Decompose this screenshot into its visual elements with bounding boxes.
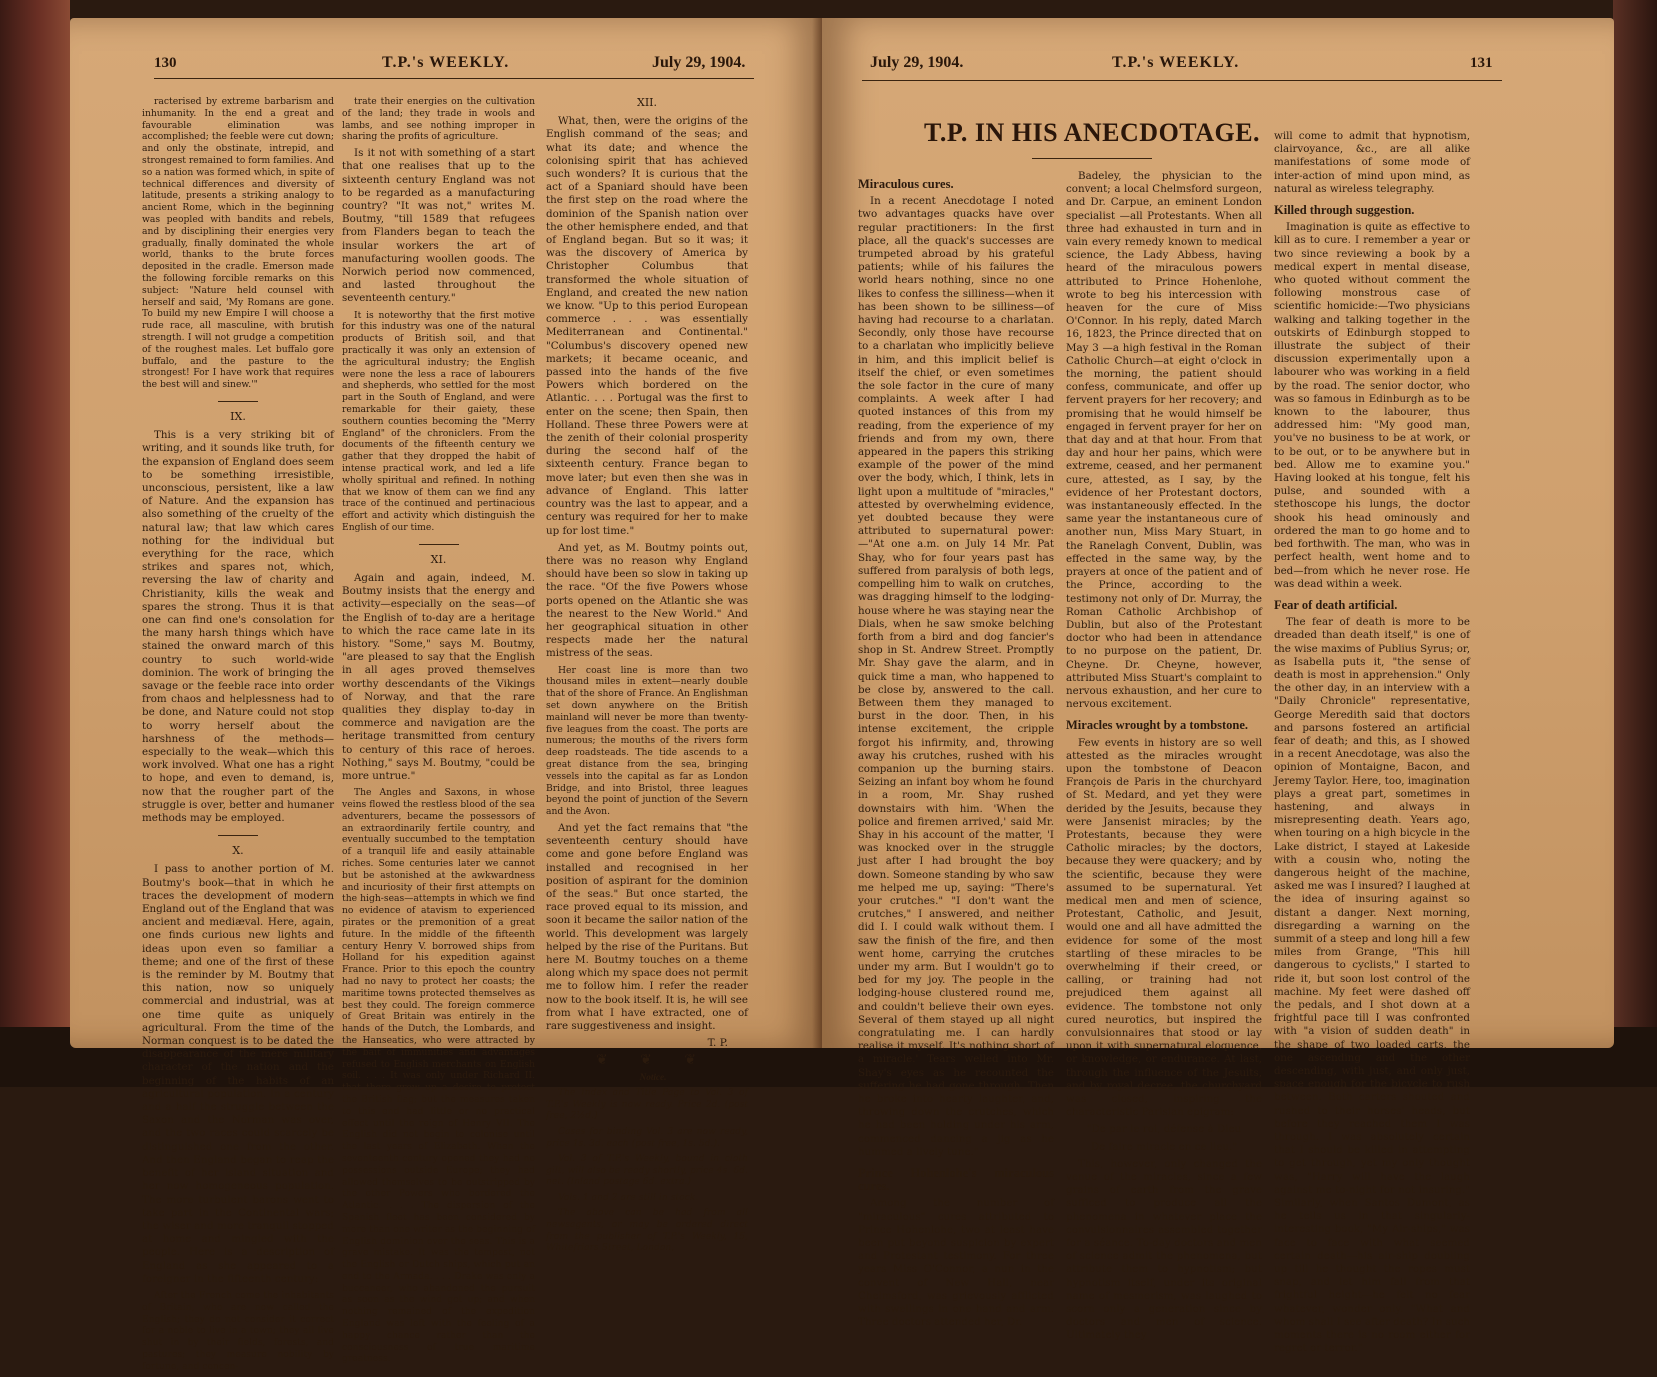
paragraph: This, however, only changed the venue of the miracles, since a few grains of earth from the grave sufficed to produce all the phenomena in whatever place the convulsionnaires assembled together for a séance. To-day doctors and men of science admit the phenomena, but attribute them to hypnotism; but hypnotism itself, under its original name of mesmerism, was laughed to scorn only a generation since by doctors and men of science. Ultimately they	[1066, 1157, 1262, 1342]
paragraph: will come to admit that hypnotism, clairvoyance, &c., are all alike manifestations of some mode of inter-action of mind upon mind, as natural as wireless telegraphy.	[1274, 130, 1470, 195]
paragraph: The fear of death is more to be dreaded than death itself," is one of the wise maxims of Publius Syrus; or, as Isabella puts it, "the sense of death is most in apprehension." Only the other day, in an interview with a "Daily Chronicle" representative, George Meredith said that doctors and parsons fostered an artificial fear of death; and this, as I showed in a recent Anecdotage, was also the opinion of Montaigne, Bacon, and Jeremy Taylor. Here, too, imagination plays a great part, sometimes in hastening, and always in misrepresenting death. Years ago, when touring on a high bicycle in the Lake district, I stayed at Lakeside with a cousin who, noting the dangerous height of the machine, asked me was I insured? I laughed at the idea of insuring against so distant a danger. Next morning, disregarding a warning on the summit of a steep and long hill a few miles from Grange, "This hill dangerous to cyclists," I started to ride it, but soon lost control of the machine. My feet were dashed off the pedals, and I shot down at a frightful pace till I was confronted with "a vision of sudden death" in the shape of two loaded carts, the one ascending and the other descending, with just, and only just, space enough for the bicycle to rush between. Both carters shouted and rushed to their horses' heads, but before they reached them I was through. I was absolutely certain that I should be killed in attempting to get through, yet my only thought was, "Harry will have the laugh against me to-night for not insuring." Similarly, when Santos Dumont, as he tells us in that singularly-interesting book, "My Air-ships," was face to face with what seemed certain death—his air-ship doubling up till he thought the ropes must snap, and let him fall from that frightful height—he felt no fear whatever, wonder only. "What and whom shall I see after death? In such moments there is no room either for regret or terror."	[1274, 616, 1470, 1355]
masthead-right: T.P.'s WEEKLY.	[1112, 54, 1240, 71]
quoted-passage: The Angles and Saxons, in whose veins flowed the restless blood of the sea adventurers, became the possessors of an extraordinarily fertile country, and eventually succumbed to the temptation of a tranquil life and easily attainable riches. Some centuries later we cannot but be astonished at the awkwardness and incuriosity of their first attempts on the high-seas—attempts in which we find no evidence of atavism to experienced pirates or the premonition of a great future. In the middle of the fifteenth century Henry V. borrowed ships from Holland for his expedition against France. Prior to this epoch the country had no navy to protect her coasts; the maritime towns protected themselves as best they could. The foreign commerce of Great Britain was entirely in the hands of the Dutch, the Lombards, and the Hanseatics, who were attracted by the bait of immunities and advantages refused to English merchants on English soil. . . . It was only under Richard II. that there grew up a desire to protect the British flag; but the measures taken to this end had little or no practical effect until the reign of Henry VII. The English did not begin to colonise until the last years of Elizabeth. When the seventeenth century opened they had no possessions outside Europe; they had allowed themselves to be outstripped by the other Powers who bordered the Atlantic. . . . The dispersion of the Spanish fleet has been considered by more than one writer as the beginning of English dominion over the seas. This is a grave mistake. It was the tempest, not the English or Dutch ships, which put an end to the Armada. . . . Drake was only a buccaneer, who abandoned the pursuit as soon as the wind got up; and when nothing remained of the expedition England was left with the feeling of a happy chance rather than the consciousness of true maritime greatness.	[342, 787, 535, 1365]
left-column-2	[342, 96, 535, 1369]
date-left: July 29, 1904.	[652, 54, 746, 71]
quoted-passage: It is noteworthy that the first motive for this industry was one of the natural products of British soil, and that practically it was only an extension of the agricultural industry; the English were none the less a race of labourers and shepherds, who settled for the most part in the South of England, and were remarkable for their gaiety, these southern counties becoming the "Merry England" of the chroniclers. From the documents of the fifteenth century we gather that they dropped the habit of intense practical work, and led a life wholly spiritual and refined. In nothing that we know of them can we find any trace of the continued and pertinacious effort and activity which distinguish the English of our time.	[342, 309, 535, 533]
quoted-passage: Her coast line is more than two thousand miles in extent—nearly double that of the shore of France. An Englishman set down anywhere on the British mainland will never be more than twenty-five leagues from the coast. The ports are numerous; the mouths of the rivers form deep roadsteads. The tide ascends to a great distance from the sea, bringing vessels into the capital as far as London Bridge, and into Bristol, three leagues beyond the point of junction of the Severn and the Avon.	[546, 664, 748, 818]
notice-item: The Index and Title Page to Vol. 3 of T.P.'s Weekly is now ready. Price 2d. (post free, 2½d.)	[546, 1087, 748, 1122]
paragraph: racterised by extreme barbarism and inhumanity. In the end a great and favourable elimination was accomplished; the feeble were cut down; and only the obstinate, intrepid, and strongest remained to form families. And so a nation was formed which, in spite of technical differences and diversity of latitude, presents a striking analogy to ancient Rome, which in the beginning was peopled with bandits and rebels, and by disciplining their energies very gradually, finally dominated the whole world, thanks to the brute forces deposited in the cradle. Emerson made the following forcible remarks on this subject: "Nature held counsel with herself and said, 'My Romans are gone. To build my new Empire I will choose a rude race, all masculine, with brutish strength. I will not grudge a competition of the roughest males. Let buffalo gore buffalo, and the pasture to the strongest! For I have work that requires the best will and sinew.'"	[142, 96, 334, 391]
paragraph: This is a very striking bit of writing, and it sounds like truth, for the expansion of England does seem to be something irresistible, unconscious, persistent, like a law of Nature. And the expansion has also something of the cruelty of the natural law; that law which cares nothing for the individual but everything for the race, which strikes and spares not, which, reversing the law of charity and Christianity, kills the weak and spares the strong. Thus it is that one can find one's consolation for the many harsh things which have stained the onward march of this country to such world-wide dominion. The work of bringing the savage or the feeble race into order from chaos and helplessness had to be done, and Nature could not stop to worry herself about the harshness of the methods—especially to the weak—which this work involved. What one has a right to hope, and even to demand, is, now that the rougher part of the struggle is over, better and humaner methods may be employed.	[142, 429, 334, 825]
author-signature: T. P.	[707, 1037, 728, 1050]
right-page	[822, 18, 1614, 1355]
paragraph: Few events in history are so well attested as the miracles wrought upon the tombstone of Deacon François de Paris in the churchyard of St. Medard, and yet they were derided by the Jesuits, because they were Jansenist miracles; by the Protestants, because they were Catholic miracles; by the doctors, because they were quackery; and by the scientific, because they were assumed to be supernatural. Yet medical men and men of science, Protestant, Catholic, and Jesuit, would one and all have admitted the evidence for some of the most startling of these miracles to be overwhelming if their creed, or calling, or training had not prejudiced them against all evidence. The tombstone not only cured neurotics, but inspired the convulsionnaires that stood or lay upon it with supernatural eloquence, or knowledge, or endurance. At last, through the influence of the Jesuits, and by royal decree, the churchyard was closed, inspiring the characteristic Parisian epigram:	[1066, 736, 1262, 1119]
verse-line: "De par le roi, défense à Dieu	[1086, 1123, 1242, 1136]
section-number: XII.	[636, 96, 658, 109]
notice-box	[546, 1072, 748, 1254]
quoted-passage: After the French come the inhabitants of Britain, who are now called the English; they do not consider it correct for a noble to live in a town; they all live shut in by their fields, forests, and pastures; they measure nobility by fortune, and concen-	[142, 1289, 334, 1372]
paragraph: Again and again, indeed, M. Boutmy insists that the energy and activity—especially on the seas—of the English of to-day are a heritage to which the race came late in its history. "Some," says M. Boutmy, "are pleased to say that the English in all ages proved themselves worthy descendants of the Vikings of Norway, and that the rare qualities they display to-day in commerce and navigation are the heritage transmitted from century to century of this race of heroes. Nothing," says M. Boutmy, "could be more untrue."	[342, 571, 535, 783]
paragraph: And yet, as M. Boutmy points out, there was no reason why England should have been so slow in taking up the race. "Of the five Powers whose ports opened on the Atlantic she was the nearest to the New World." And her geographical situation in other respects made her the natural mistress of the seas.	[546, 541, 748, 660]
section-number: X.	[142, 835, 334, 857]
book-binding-right	[1613, 0, 1657, 1087]
right-column-1	[858, 170, 1054, 1333]
title-rule	[1032, 158, 1152, 159]
header-rule-left	[154, 78, 754, 79]
date-right: July 29, 1904.	[870, 54, 964, 71]
paragraph: Is it not with something of a start that one realises that up to the sixteenth century England was not to be regarded as a manufacturing country? "It was not," writes M. Boutmy, "till 1589 that refugees from Flanders began to teach the insular workers the art of manufacturing woollen goods. The Norwich period now commenced, and lasted throughout the seventeenth century."	[342, 147, 535, 305]
notice-item: Vols. 1 and 2 are still in stock.	[558, 1191, 699, 1203]
paragraph: I pass to another portion of M. Boutmy's book—that in which he traces the development of modern England out of the England that was ancient and mediæval. Here, again, one finds curious new lights and ideas upon even so familiar a theme; and one of the first of these is the reminder by M. Boutmy that this nation, now so uniquely commercial and industrial, was at one time quite as uniquely agricultural. From the time of the Norman conquest is to be dated the disappearance of the mere military character of the nation and the beginning of the habits of an agricultural population. In a century and a half the struggle between the Saxon and the Norman was over, and the two races could scarcely be distinguished one from the other. And then England began to reap the benefit of her island situation and her now homogeneous population. The more turbulent barons went to take part in the Continental wars; the wiser and more tranquil stopped at home and mingled with the people. Here is a description of England as she appeared to a foreigner in the fifteenth century:	[142, 863, 334, 1285]
notice-title: Notice.	[639, 1071, 667, 1082]
ornament-dingbats: ❦ ❦ ❦	[595, 1052, 711, 1069]
masthead-left: T.P.'s WEEKLY.	[382, 54, 510, 71]
section-number: IX.	[142, 401, 334, 423]
notice-item: The above can be had from all newsagents, or may be ordered direct from the publisher of T.P.'s Weekly, 15, Whitefriars Street, London,	[546, 1207, 748, 1254]
paragraph: In a recent Anecdotage I noted two advantages quacks have over regular practitioners: In the first place, all the quack's successes are trumpeted abroad by his grateful patients; while of his failures the world hears nothing, since no one likes to confess the silliness—when it has been shown to be silliness—of having had recourse to a charlatan. Secondly, only those have recourse to a charlatan who implicitly believe in him, and this implicit belief is itself the chief, or even sometimes the sole factor in the cure of many complaints. A week after I had quoted instances of this from my reading, from the experience of my friends and from my own, there appeared in the papers this striking example of the power of the mind over the body, which, I think, lets in light upon a multitude of "miracles," attested by overwhelming evidence, yet doubted because they were attributed to supernatural power:—"At one a.m. on July 14 Mr. Pat Shay, who for four years past has suffered from paralysis of both legs, compelling him to walk on crutches, was dragging himself to the lodging-house where he was staying near the Dials, when he saw smoke belching forth from a bird and dog fancier's shop in St. Andrew Street. Promptly Mr. Shay gave the alarm, and in quick time a man, who happened to be close by, answered to the call. Between them they managed to burst in the door. Then, in his intense excitement, the cripple forgot his infirmity, and, throwing away his crutches, rushed with his companion up the burning stairs. Seizing an infant boy whom he found in a room, Mr. Shay rushed downstairs with him. 'When the police and firemen arrived,' said Mr. Shay in his account of the matter, 'I was knocked over in the struggle just after I had brought the boy down. Someone standing by who saw me helped me up, saying: "There's your crutches." "I don't want the crutches," I answered, and neither did I. I could walk without them. I saw the finish of the fire, and then went home, carrying the crutches under my arm. But I wouldn't go to bed for my joy. The people in the lodging-house clustered round me, and couldn't believe their own eyes. Several of them stayed up all night congratulating me. I can hardly realise it myself. It's nothing short of a miracle.' Tears welled into Mr. Shay's eyes as he recounted the suffering he had gone through. Then he broke into hearty laughter, and, throwing down the crutches, which he had been holding under his arm, commenced dancing a jig as he hummed a lively tune."	[858, 195, 1054, 1158]
page-number-right: 131	[1470, 55, 1493, 71]
paragraph: Among the number of "miraculous" cures attributed to Prince Hohenlohe, two at least have been put beyond suspicion by expert and Protestant testimony. For three years Miss O'Connor, a nun in the convent of New Hall, near Chelmsford, was grievously afflicted with swellings in one hand and arm. Three doctors attended her, Dr.	[858, 1197, 1054, 1329]
left-column-1	[142, 96, 334, 1377]
verse-line: De faire miracle en ce lieu."	[1090, 1140, 1238, 1153]
paragraph: And yet the fact remains that "the seventeenth century should have come and gone before England was installed and recognised in her position of aspirant for the dominion of the seas." But once started, the race proved equal to its mission, and soon it became the sailor nation of the world. This development was largely helped by the rise of the Puritans. But here M. Boutmy touches on a theme along which my space does not permit me to follow him. I refer the reader now to the book itself. It is, he will see from what I have extracted, one of rare suggestiveness and insight.	[546, 821, 748, 1032]
subheading: Fear of death artificial.	[1274, 597, 1398, 612]
book-binding-left	[0, 0, 70, 1087]
page-number-left: 130	[154, 55, 177, 71]
paragraph: What, then, were the origins of the English command of the seas; and what its date; and whence the colonising spirit that has achieved such wonders? It is curious that the act of a Spaniard should have been the first step on the road where the dominion of the Spanish nation over the other hemisphere ended, and that of England began. But so it was; it was the discovery of America by Christopher Columbus that transformed the whole situation of England, and created the new nation we know. "Up to this period European commerce . . . was essentially Mediterranean and Continental." "Columbus's discovery opened new markets; it became oceanic, and passed into the hands of the five Powers which bordered on the Atlantic. . . . Portugal was the first to enter on the scene; then Spain, then Holland. These three Powers were at the zenith of their colonial prosperity during the second half of the sixteenth century. France began to move later; but even then she was in advance of England. This latter country was the last to appear, and a century was required for her to make up for lost time."	[546, 115, 748, 537]
quoted-passage: trate their energies on the cultivation of the land; they trade in wools and lambs, and see nothing improper in sharing the profits of agriculture.	[342, 96, 535, 143]
subheading: Prince Hohenlohe's miraculous cures.	[858, 1166, 1054, 1194]
left-column-3	[546, 96, 748, 1258]
right-column-2	[1066, 170, 1262, 1347]
header-rule-right	[862, 80, 1502, 81]
notice-item: Vol. 3 of T.P.'s Weekly, bound in cloth gilt, will also be ready shortly, price 4s. 6d. net. (Inland postage 6d. extra.)	[546, 1153, 748, 1188]
paragraph: Badeley, the physician to the convent; a local Chelmsford surgeon, and Dr. Carpue, an eminent London specialist —all Protestants. When all three had exhausted in turn and in vain every remedy known to medical science, the Lady Abbess, having heard of the miraculous powers attributed to Prince Hohenlohe, wrote to beg his intercession with heaven for the cure of Miss O'Connor. In his reply, dated March 16, 1823, the Prince directed that on May 3 —a high festival in the Roman Catholic Church—at eight o'clock in the morning, the patient should confess, communicate, and offer up fervent prayers for her recovery; and promising that he would himself be engaged in fervent prayer for her on that day and at that hour. From that day and hour her pains, which were extreme, ceased, and her permanent cure, attested, as I say, by the evidence of her Protestant doctors, was instantaneously effected. In the same year the instantaneous cure of another nun, Miss Mary Stuart, in the Ranelagh Convent, Dublin, was effected in the same way, by the prayers at once of the patient and of the Prince, according to the testimony not only of Dr. Murray, the Roman Catholic Archbishop of Dublin, but also of the Protestant doctor who had been in attendance to no purpose on the patient, Dr. Cheyne. Dr. Cheyne, however, attributed Miss Stuart's complaint to nervous exhaustion, and her cure to nervous excitement.	[1066, 170, 1262, 711]
subheading: Miracles wrought by a tombstone.	[1066, 718, 1249, 733]
paragraph: Imagination is quite as effective to kill as to cure. I remember a year or two since reviewing a book by a medical expert in mental disease, who quoted without comment the following monstrous case of scientific homicide:—Two physicians walking and talking together in the outskirts of Edinburgh stopped to illustrate the subject of their discussion experimentally upon a labourer who was working in a field by the road. The senior doctor, who was so famous in Edinburgh as to be known to the labourer, thus addressed him: "My good man, you've no business to be at work, or to be out, or to be anywhere but in bed. Allow me to examine you." Having looked at his tongue, felt his pulse, and sounded with a stethoscope his lungs, the doctor shook his head ominously and ordered the man to go home and to bed forthwith. The man, who was in perfect health, went home and to bed—from which he never rose. He was dead within a week.	[1274, 221, 1470, 590]
notice-item: Cases for binding Vol. 3 are now ready, price 1s. 3d. each (post free, 1s. 5d.).	[546, 1125, 748, 1149]
subheading: Killed through suggestion.	[1274, 203, 1415, 218]
subheading: Miraculous cures.	[858, 177, 954, 191]
section-number: XI.	[342, 544, 535, 566]
right-column-3	[1274, 130, 1470, 1359]
article-title: T.P. IN HIS ANECDOTAGE.	[923, 118, 1261, 147]
left-page	[70, 18, 822, 1372]
